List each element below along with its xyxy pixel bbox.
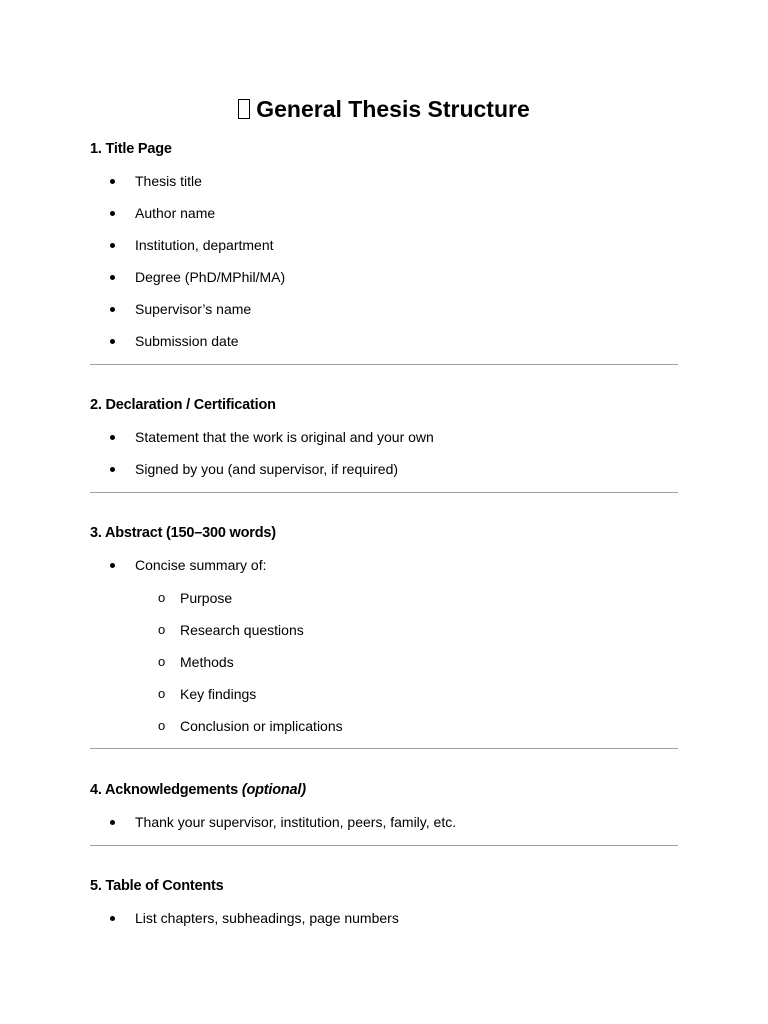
section-heading-declaration: 2. Declaration / Certification xyxy=(90,397,276,413)
bullet-dot-icon xyxy=(110,307,115,312)
bullet-dot-icon xyxy=(110,243,115,248)
bullet-dot-icon xyxy=(110,563,115,568)
section-divider xyxy=(90,364,678,365)
circle-bullet-marker: o xyxy=(158,654,166,669)
section-divider xyxy=(90,748,678,749)
document-title-text: General Thesis Structure xyxy=(256,96,530,122)
circle-bullet-marker: o xyxy=(158,686,166,701)
optional-note: (optional) xyxy=(241,782,306,798)
section-heading-table-of-contents: 5. Table of Contents xyxy=(90,878,224,894)
section-heading-title-page: 1. Title Page xyxy=(90,141,172,157)
circle-bullet-marker: o xyxy=(158,718,166,733)
circle-bullet-marker: o xyxy=(158,590,166,605)
bullet-dot-icon xyxy=(110,467,115,472)
bullet-dot-icon xyxy=(110,339,115,344)
bullet-dot-icon xyxy=(110,916,115,921)
section-heading-acknowledgements: 4. Acknowledgements (optional) xyxy=(90,782,306,798)
document-title xyxy=(0,93,768,125)
section-divider xyxy=(90,492,678,493)
circle-bullet-marker: o xyxy=(158,622,166,637)
bullet-dot-icon xyxy=(110,435,115,440)
document-page: General Thesis Structure 1. Title Page Thesis title Author name Institution, department Degree (PhD/MPhil/MA) Supervisor’s name Submission date 2. Declaration / Certification Statement that the work is original and your own Signed by you (and supervisor, if required) 3. Abstract (150–300 words) Concise summary of: o Purpose o Research questions o Methods o Key findings o Conclusion or implications 4. Acknowledgements (optional) Thank your supervisor, institution, peers, family, etc. 5. Table of Contents List chapters, subheadings, page numbers xyxy=(0,0,768,1024)
bullet-dot-icon xyxy=(110,179,115,184)
section-heading-abstract: 3. Abstract (150–300 words) xyxy=(90,525,276,541)
bullet-dot-icon xyxy=(110,820,115,825)
bullet-dot-icon xyxy=(110,211,115,216)
bullet-dot-icon xyxy=(110,275,115,280)
missing-glyph-icon xyxy=(238,99,250,119)
section-divider xyxy=(90,845,678,846)
